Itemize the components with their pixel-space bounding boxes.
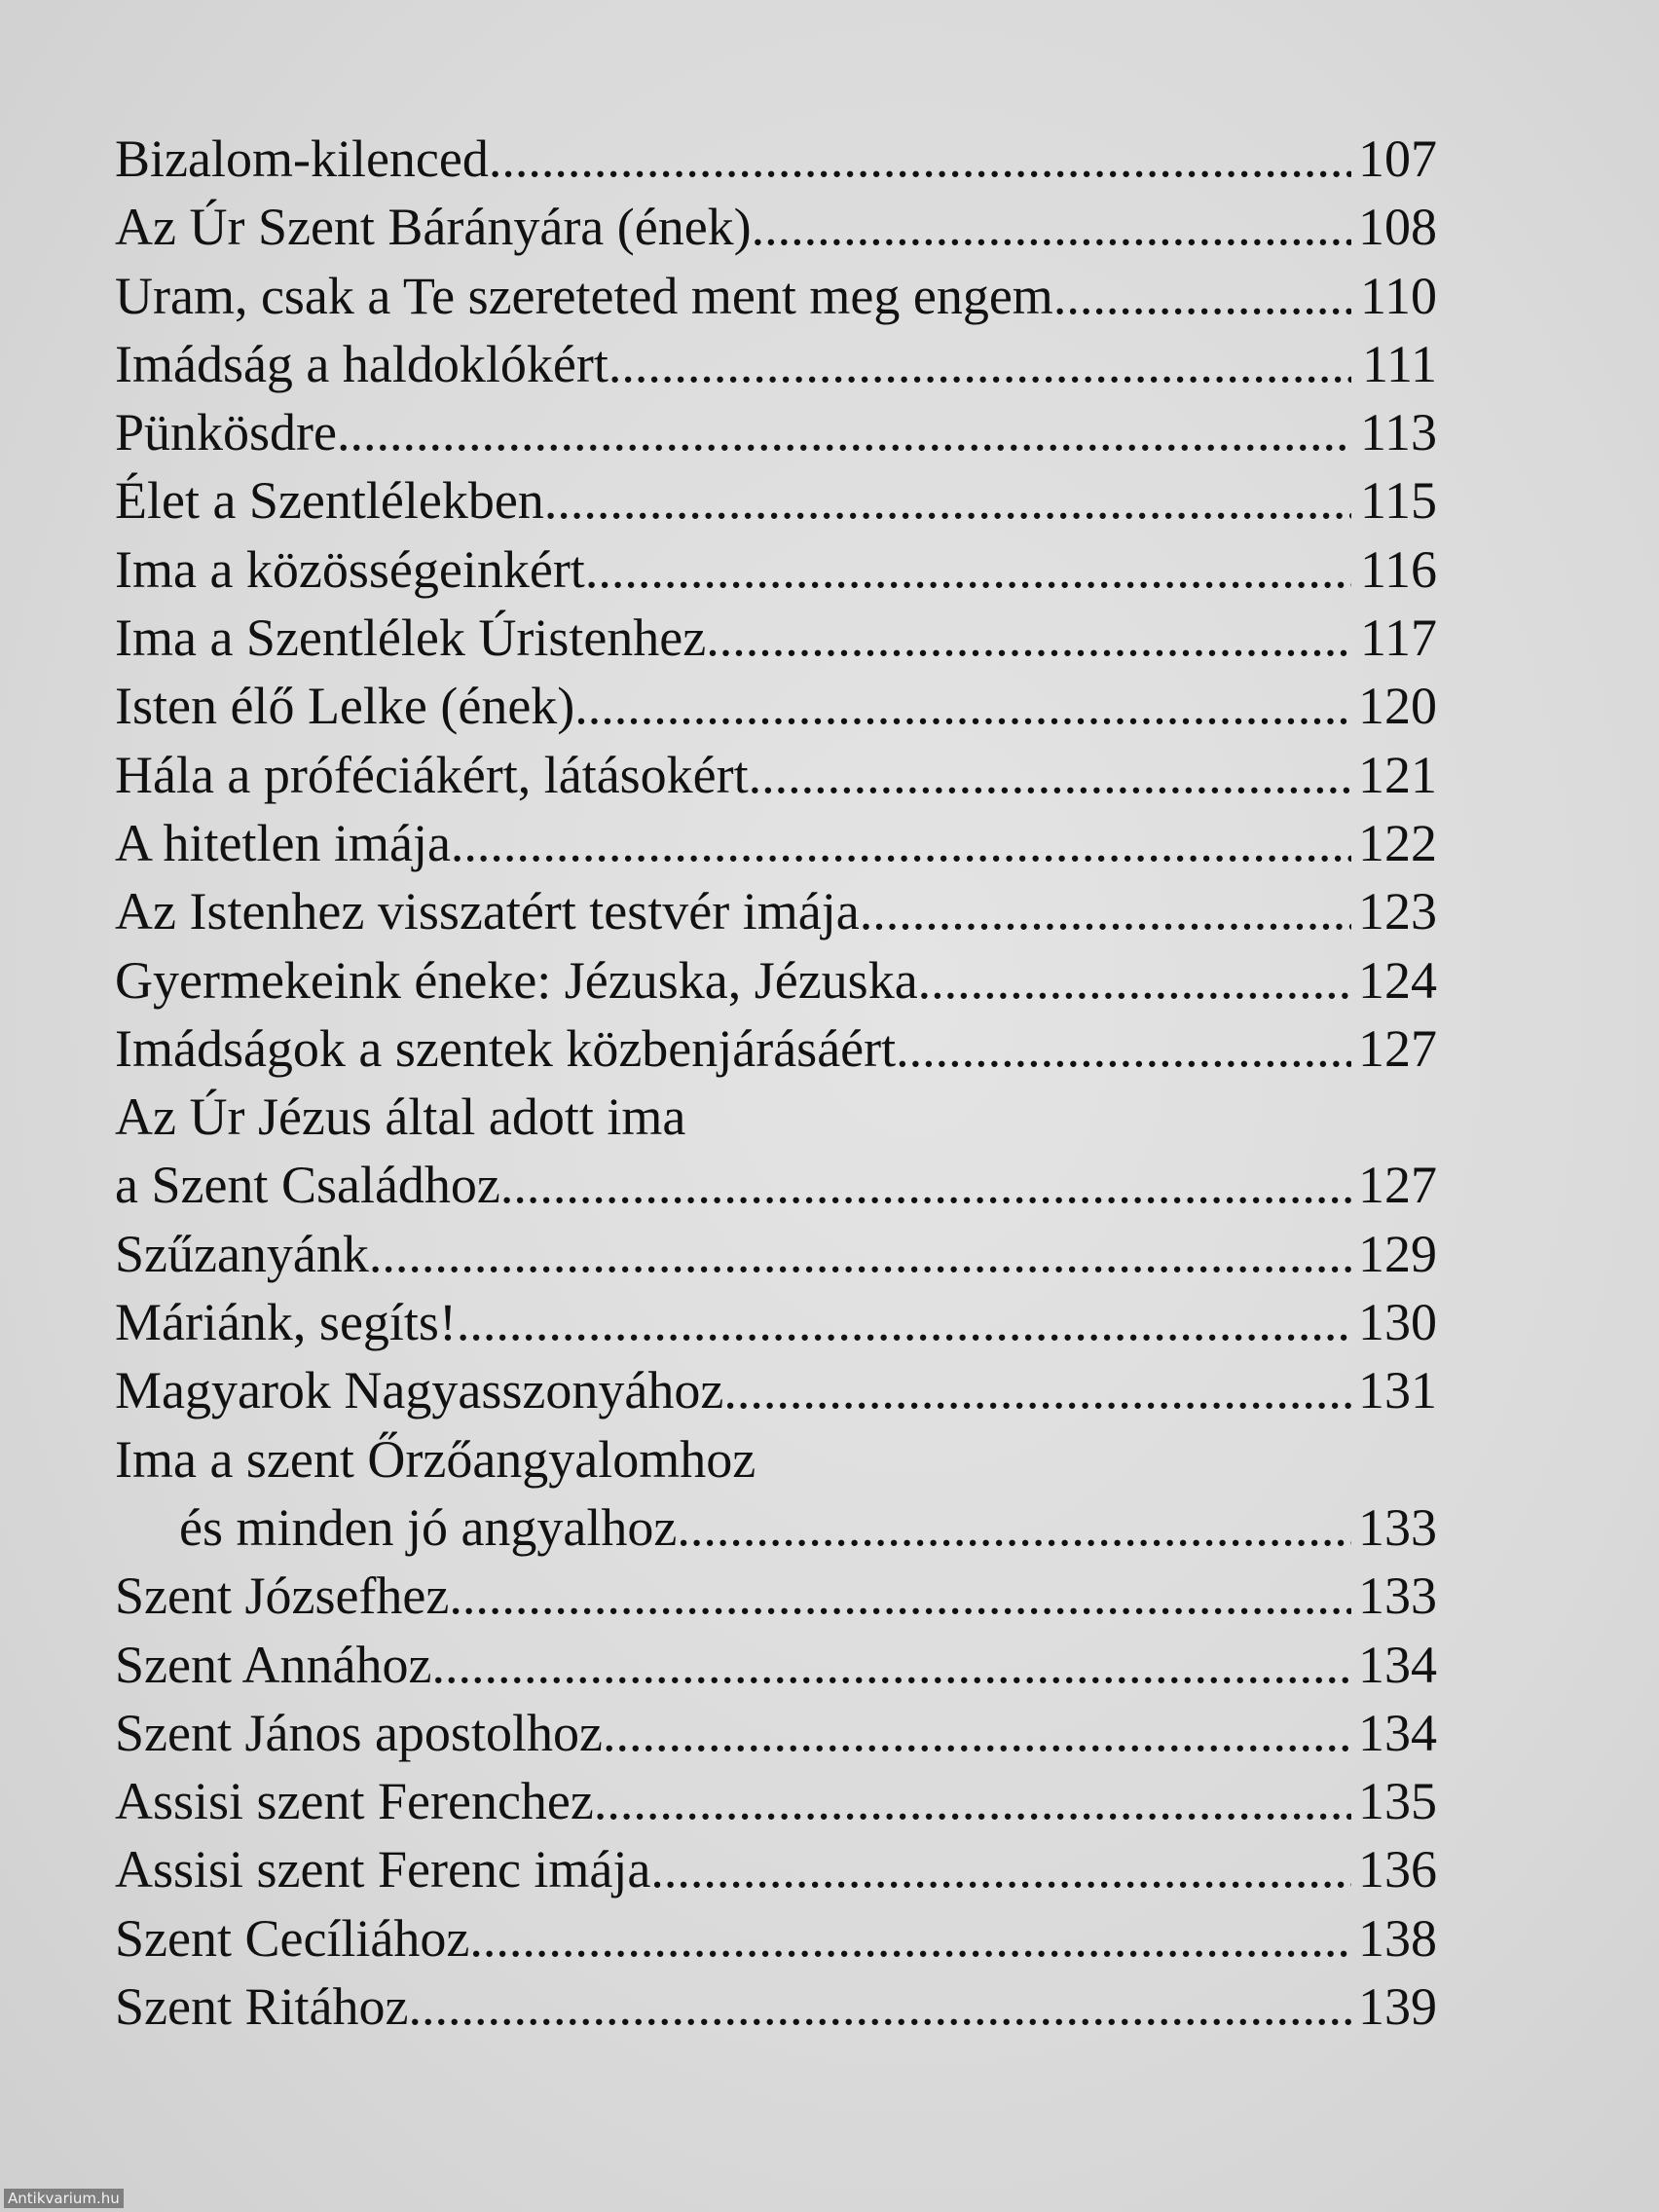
toc-entry: [115, 535, 1437, 604]
toc-leader-dots: [749, 741, 1351, 809]
toc-entry-title: Az Úr Jézus által adott ima: [115, 1088, 686, 1147]
toc-entry: [115, 1835, 1437, 1903]
toc-entry: [115, 1631, 1437, 1699]
toc-entry: [115, 125, 1437, 193]
toc-entry: [115, 604, 1437, 672]
toc-entry-title: Ima a Szentlélek Úristenhez: [115, 608, 707, 668]
toc-entry-title: Ima a szent Őrzőangyalomhoz: [115, 1429, 756, 1489]
toc-entry-page: 113: [1360, 403, 1437, 462]
toc-entry-title: A hitetlen imája: [115, 813, 451, 872]
toc-leader-dots: [603, 1699, 1351, 1767]
toc-entry-page: 116: [1360, 539, 1437, 599]
toc-entry-page: 124: [1358, 950, 1437, 1010]
toc-entry-title: a Szent Családhoz: [115, 1156, 500, 1215]
toc-entry-page: 123: [1358, 882, 1437, 941]
toc-entry-title: Szent János apostolhoz: [115, 1703, 603, 1762]
toc-entry: [115, 1562, 1437, 1630]
toc-entry: [115, 741, 1437, 809]
toc-leader-dots: [457, 1288, 1351, 1356]
toc-entry: [115, 193, 1437, 261]
toc-leader-dots: [431, 1631, 1351, 1699]
toc-entry-title: Isten élő Lelke (ének): [115, 677, 575, 736]
toc-entry-page: 136: [1358, 1840, 1437, 1899]
toc-entry-title: Ima a közösségeinkért: [115, 539, 585, 599]
toc-entry-title: Máriánk, segíts!: [115, 1293, 457, 1352]
toc-entry: [115, 262, 1437, 330]
toc-entry-page: 135: [1358, 1772, 1437, 1831]
toc-entry-page: 121: [1358, 745, 1437, 804]
toc-entry-page: 117: [1360, 608, 1437, 668]
toc-entry: [115, 1151, 1437, 1219]
toc-leader-dots: [451, 809, 1351, 877]
toc-entry-page: 108: [1358, 198, 1437, 257]
toc-entry: [115, 946, 1437, 1014]
toc-leader-dots: [544, 466, 1351, 535]
toc-entry: [115, 877, 1437, 945]
toc-leader-dots: [752, 193, 1351, 261]
toc-entry: [115, 1493, 1437, 1562]
toc-entry-title: Assisi szent Ferenc imája: [115, 1840, 651, 1899]
watermark-label: Antikvarium.hu: [4, 2189, 124, 2208]
toc-entry-page: 133: [1358, 1567, 1437, 1626]
toc-entry-page: 127: [1358, 1156, 1437, 1215]
toc-entry-page: 130: [1358, 1293, 1437, 1352]
toc-entry-title: Magyarok Nagyasszonyához: [115, 1361, 724, 1420]
toc-entry-title: Az Úr Szent Bárányára (ének): [115, 198, 752, 257]
toc-leader-dots: [1053, 262, 1351, 330]
toc-entry-page: 127: [1358, 1018, 1437, 1078]
toc-entry: [115, 1288, 1437, 1356]
toc-entry-title: Uram, csak a Te szereteted ment meg engem: [115, 266, 1053, 325]
toc-leader-dots: [369, 1220, 1351, 1288]
toc-entry-page: 122: [1358, 813, 1437, 872]
toc-entry: [115, 1972, 1437, 2041]
toc-entry-page: 133: [1358, 1497, 1437, 1557]
toc-leader-dots: [574, 672, 1351, 740]
toc-leader-dots: [918, 946, 1351, 1014]
toc-entry: [115, 466, 1437, 535]
toc-leader-dots: [449, 1562, 1351, 1630]
toc-entry: [115, 1220, 1437, 1288]
toc-entry-title: Szent Józsefhez: [115, 1567, 450, 1626]
toc-entry: [115, 1904, 1437, 1972]
toc-entry-page: 129: [1358, 1224, 1437, 1283]
toc-entry-title: Szent Ritához: [115, 1977, 409, 2037]
toc-leader-dots: [408, 1972, 1351, 2041]
toc-entry-page: 134: [1358, 1635, 1437, 1694]
toc-leader-dots: [650, 1835, 1351, 1903]
toc-entry-page: 120: [1358, 677, 1437, 736]
toc-entry-title: Szent Annához: [115, 1635, 432, 1694]
toc-entry: [115, 398, 1437, 466]
toc-leader-dots: [677, 1493, 1351, 1562]
toc-entry-title: Gyermekeink éneke: Jézuska, Jézuska: [115, 950, 918, 1010]
toc-leader-dots: [594, 1767, 1351, 1835]
toc-entry-page: 107: [1358, 129, 1437, 188]
toc-leader-dots: [706, 604, 1351, 672]
toc-entry: [115, 1425, 1437, 1493]
toc-entry-page: 139: [1358, 1977, 1437, 2037]
toc-entry-page: 115: [1360, 471, 1437, 531]
toc-entry-page: 138: [1358, 1908, 1437, 1968]
toc-entry-title: Élet a Szentlélekben: [115, 471, 544, 531]
toc-entry-title: Hála a próféciákért, látásokért: [115, 745, 749, 804]
toc-entry-title: Imádságok a szentek közbenjárásáért: [115, 1018, 897, 1078]
toc-leader-dots: [608, 330, 1351, 398]
toc-entry: [115, 1014, 1437, 1083]
toc-entry-title: Pünkösdre: [115, 403, 337, 462]
toc-entry: [115, 1083, 1437, 1151]
toc-entry-page: 111: [1362, 334, 1437, 393]
toc-entry-title: Bizalom-kilenced: [115, 129, 489, 188]
toc-leader-dots: [723, 1356, 1351, 1424]
toc-leader-dots: [337, 398, 1351, 466]
toc-entry-title: Imádság a haldoklókért: [115, 334, 608, 393]
toc-leader-dots: [500, 1151, 1351, 1219]
toc-leader-dots: [585, 535, 1351, 604]
toc-entry: [115, 809, 1437, 877]
table-of-contents: [115, 125, 1437, 2041]
toc-entry: [115, 330, 1437, 398]
toc-entry-page: 110: [1360, 266, 1437, 325]
toc-leader-dots: [896, 1014, 1351, 1083]
toc-entry-title: Szűzanyánk: [115, 1224, 369, 1283]
toc-leader-dots: [489, 125, 1351, 193]
toc-leader-dots: [860, 877, 1351, 945]
toc-entry-title: Assisi szent Ferenchez: [115, 1772, 594, 1831]
toc-entry: [115, 1356, 1437, 1424]
toc-entry-title: Az Istenhez visszatért testvér imája: [115, 882, 860, 941]
toc-entry: [115, 1699, 1437, 1767]
toc-entry-page: 134: [1358, 1703, 1437, 1762]
toc-entry: [115, 1767, 1437, 1835]
toc-entry: [115, 672, 1437, 740]
toc-leader-dots: [469, 1904, 1351, 1972]
toc-entry-title: és minden jó angyalhoz: [179, 1497, 678, 1557]
toc-entry-title: Szent Cecíliához: [115, 1908, 470, 1968]
toc-entry-page: 131: [1358, 1361, 1437, 1420]
